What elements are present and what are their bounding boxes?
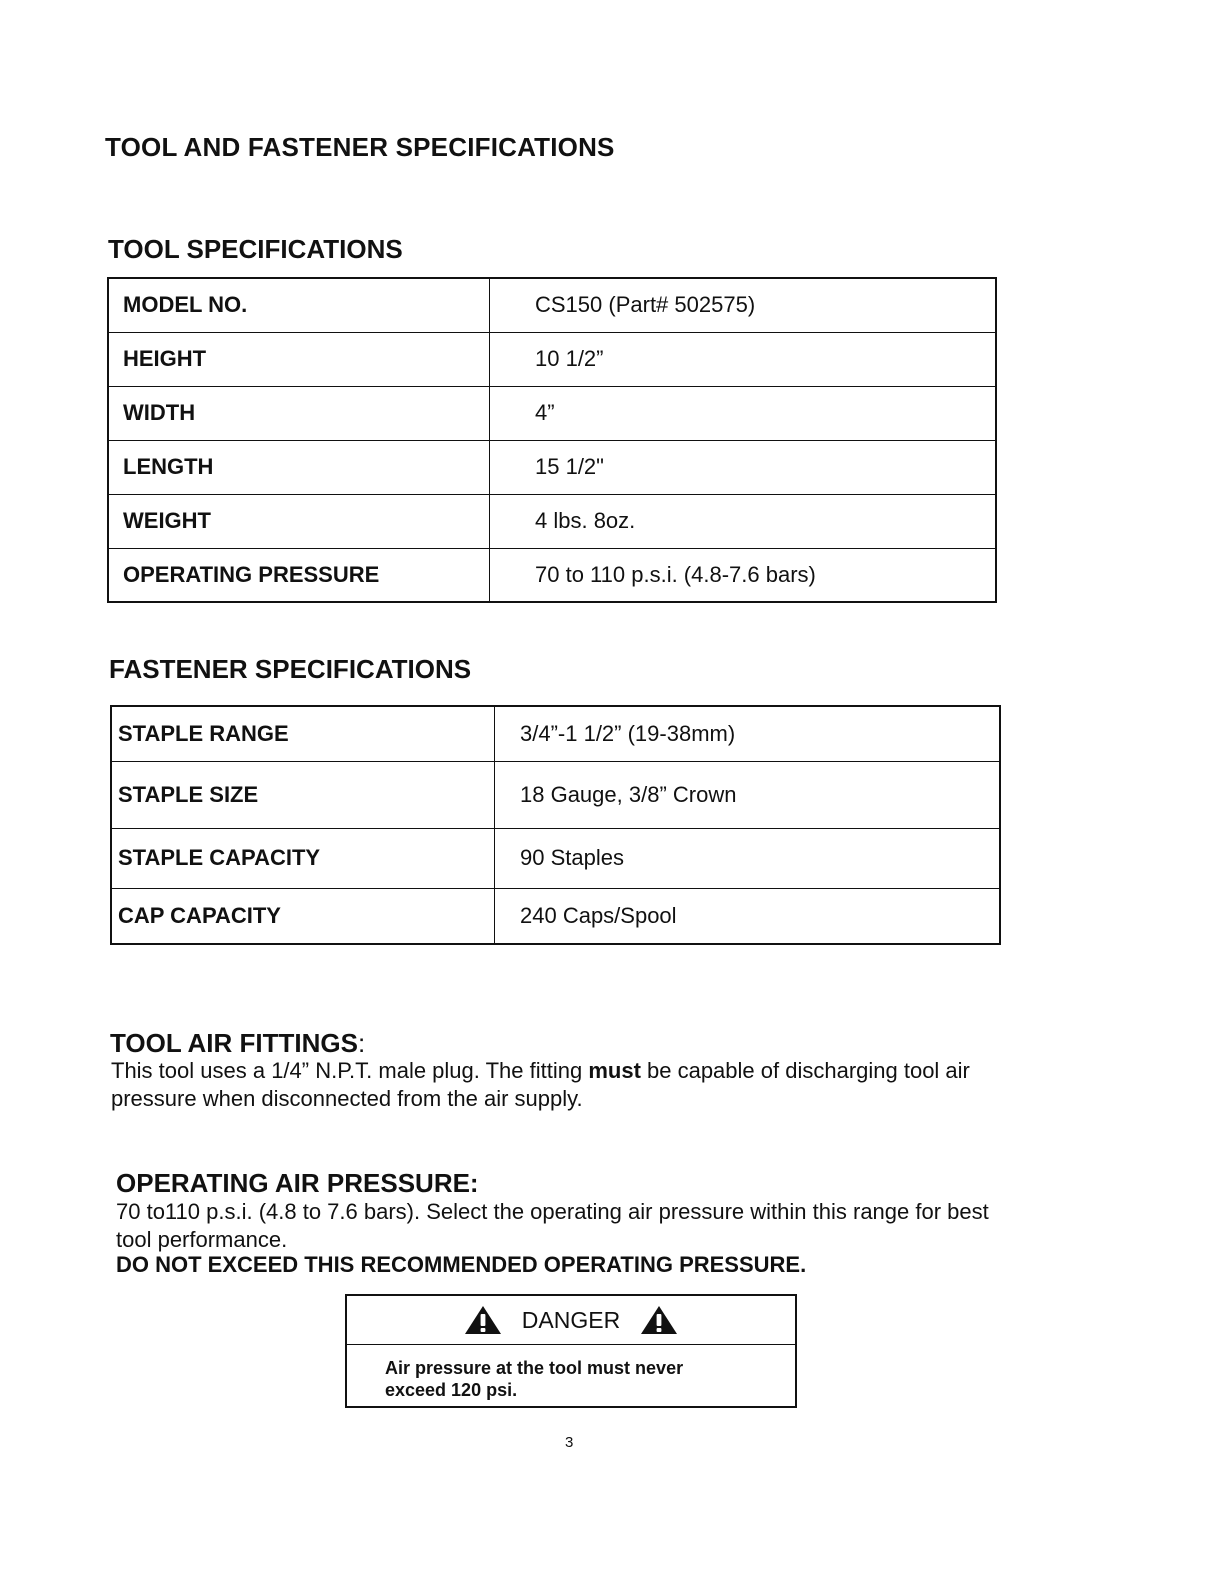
tool-specifications-heading: TOOL SPECIFICATIONS bbox=[108, 234, 403, 264]
danger-label: DANGER bbox=[521, 1306, 621, 1333]
fastener-specifications-table bbox=[110, 705, 1001, 945]
table-row bbox=[108, 278, 996, 332]
spec-value: 15 1/2" bbox=[490, 440, 997, 494]
tool-specifications-table bbox=[107, 277, 997, 603]
spec-value: CS150 (Part# 502575) bbox=[490, 278, 997, 332]
fastener-specifications-heading: FASTENER SPECIFICATIONS bbox=[109, 654, 472, 684]
table-row bbox=[108, 386, 996, 440]
spec-value: 10 1/2” bbox=[490, 332, 997, 386]
warning-triangle-icon bbox=[640, 1305, 678, 1335]
spec-value: 70 to 110 p.s.i. (4.8-7.6 bars) bbox=[490, 548, 997, 602]
table-row bbox=[108, 494, 996, 548]
spec-label: HEIGHT bbox=[108, 332, 490, 386]
page-title: TOOL AND FASTENER SPECIFICATIONS bbox=[105, 132, 615, 162]
air-fittings-text-start: This tool uses a 1/4” N.P.T. male plug. The fitting bbox=[111, 1058, 589, 1083]
air-fittings-heading-text: TOOL AIR FITTINGS bbox=[110, 1028, 358, 1058]
table-row bbox=[108, 548, 996, 602]
table-row bbox=[108, 332, 996, 386]
spec-label: OPERATING PRESSURE bbox=[108, 548, 490, 602]
air-fittings-text-end: be capable of discharging tool air pressure when disconnected from the air supply. bbox=[111, 1058, 970, 1111]
danger-message: Air pressure at the tool must never exceed 120 psi. bbox=[385, 1358, 684, 1400]
air-fittings-heading-colon: : bbox=[357, 1028, 366, 1058]
operating-pressure-paragraph: 70 to110 p.s.i. (4.8 to 7.6 bars). Select the operating air pressure within this range for best tool performance. bbox=[116, 1199, 989, 1252]
air-fittings-emphasis: must bbox=[588, 1058, 641, 1083]
danger-header bbox=[347, 1296, 795, 1345]
operating-pressure-heading: OPERATING AIR PRESSURE: bbox=[116, 1168, 479, 1198]
spec-label: STAPLE SIZE bbox=[111, 761, 495, 828]
spec-value: 240 Caps/Spool bbox=[495, 888, 1001, 944]
page-number: 3 bbox=[565, 1434, 574, 1451]
air-fittings-paragraph bbox=[111, 1057, 1011, 1113]
air-fittings-heading bbox=[110, 1028, 365, 1059]
danger-notice-box bbox=[345, 1294, 797, 1408]
spec-label: STAPLE CAPACITY bbox=[111, 828, 495, 888]
spec-label: STAPLE RANGE bbox=[111, 706, 495, 761]
spec-label: LENGTH bbox=[108, 440, 490, 494]
spec-label: WEIGHT bbox=[108, 494, 490, 548]
spec-label: MODEL NO. bbox=[108, 278, 490, 332]
spec-label: CAP CAPACITY bbox=[111, 888, 495, 944]
pressure-warning-text: DO NOT EXCEED THIS RECOMMENDED OPERATING PRESSURE. bbox=[116, 1252, 807, 1277]
spec-value: 4 lbs. 8oz. bbox=[490, 494, 997, 548]
table-row bbox=[111, 828, 1000, 888]
table-row bbox=[108, 440, 996, 494]
table-row bbox=[111, 888, 1000, 944]
table-row bbox=[111, 761, 1000, 828]
spec-value: 90 Staples bbox=[495, 828, 1001, 888]
spec-value: 18 Gauge, 3/8” Crown bbox=[495, 761, 1001, 828]
spec-label: WIDTH bbox=[108, 386, 490, 440]
warning-triangle-icon bbox=[464, 1305, 502, 1335]
spec-value: 4” bbox=[490, 386, 997, 440]
table-row bbox=[111, 706, 1000, 761]
spec-value: 3/4”-1 1/2” (19-38mm) bbox=[495, 706, 1001, 761]
